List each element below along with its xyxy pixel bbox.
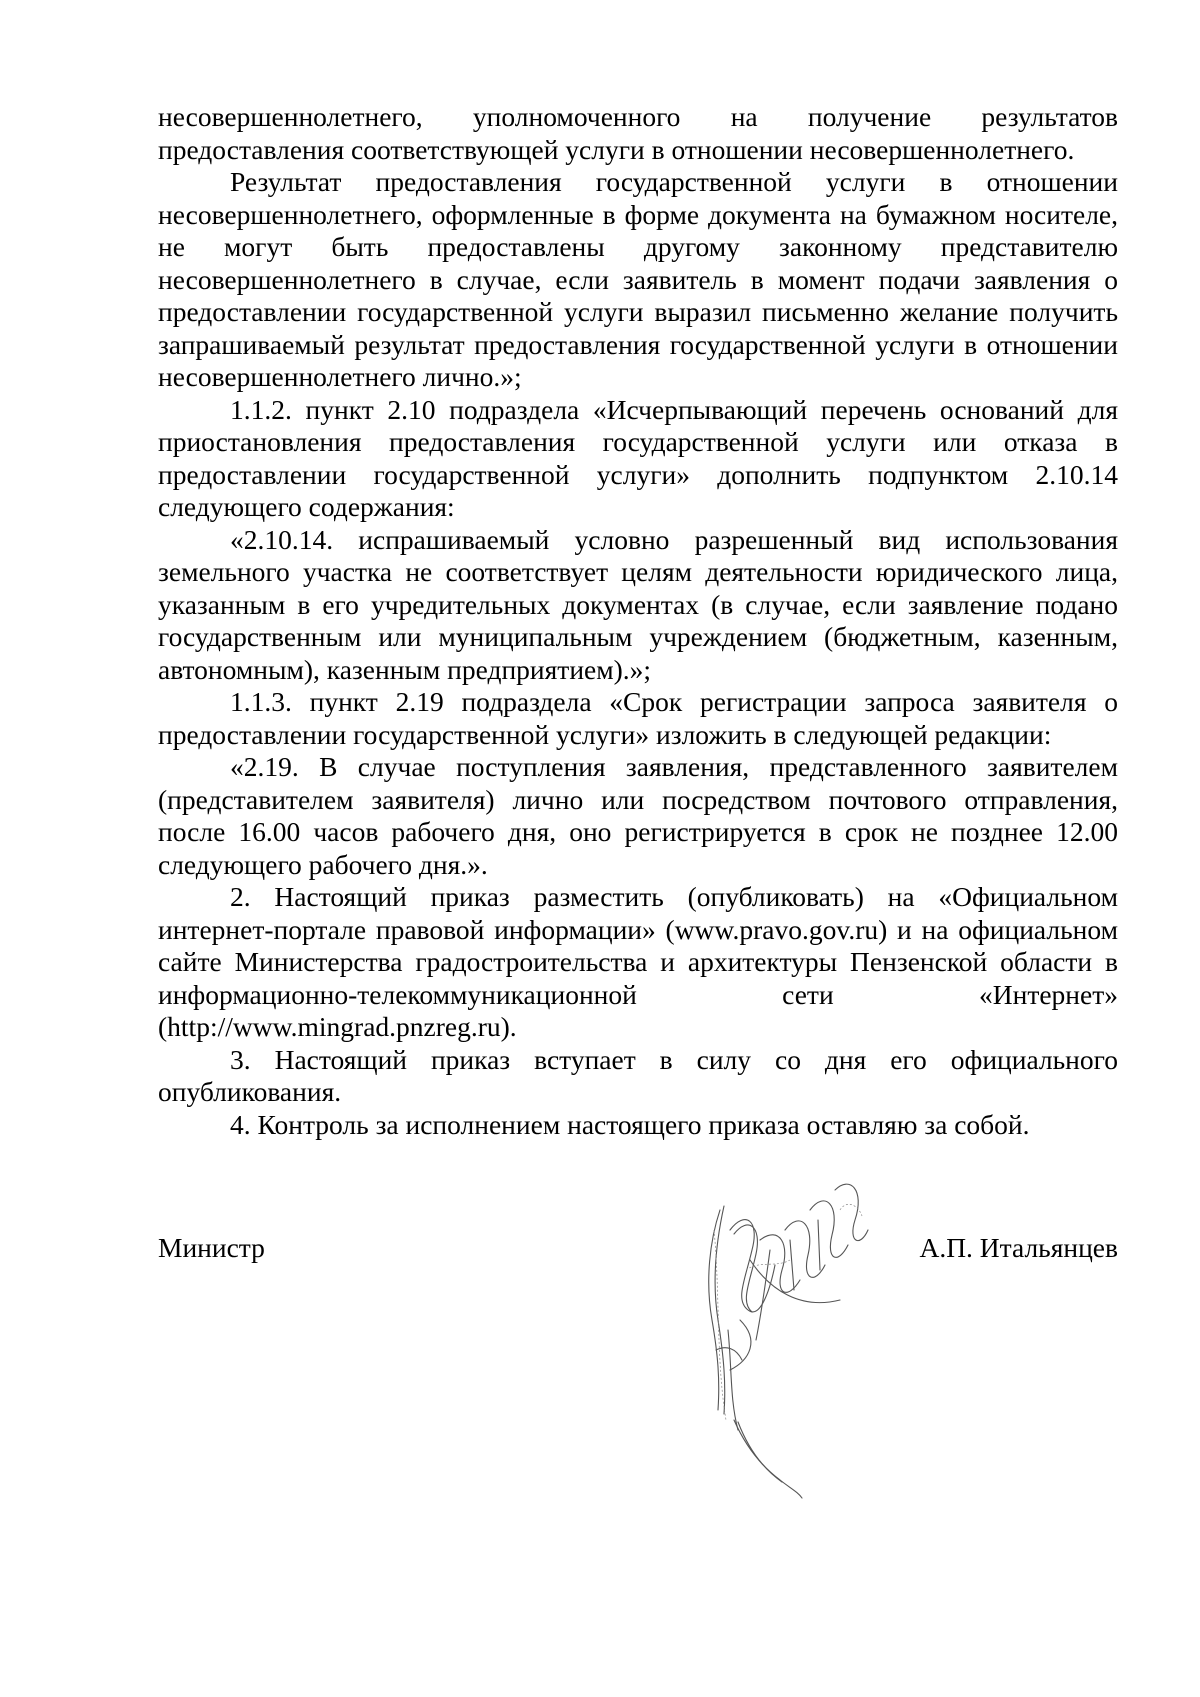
- paragraph-subitem-2-10-14: «2.10.14. испрашиваемый условно разрешенный вид использования земельного участка не соответствует целям деятельности юридического лица, указанным в его учредительных документах (в случае, если заявление подано государственным или муниципальным учреждением (бюджетным, казенным, автономным), казенным предприятием).»;: [158, 523, 1118, 685]
- paragraph-item-2: 2. Настоящий приказ разместить (опубликовать) на «Официальном интернет-портале правовой информации» (www.pravo.gov.ru) и на официальном сайте Министерства градостроительства и архитектуры Пензенской области в информационно-телекоммуникационной сети «Интернет» (http://www.mingrad.pnzreg.ru).: [158, 881, 1118, 1042]
- paragraph-item-1-1-2: 1.1.2. пункт 2.10 подраздела «Исчерпывающий перечень оснований для приостановления предоставления государственной услуги или отказа в предоставлении государственной услуги» дополнить подпунктом 2.10.14 следующего содержания:: [158, 393, 1118, 522]
- paragraph-item-4: 4. Контроль за исполнением настоящего приказа оставляю за собой.: [230, 1108, 1030, 1140]
- paragraph-item-3: 3. Настоящий приказ вступает в силу со дня его официального опубликования.: [158, 1043, 1118, 1107]
- signatory-position: Министр: [158, 1232, 265, 1263]
- paragraph-result-restriction: Результат предоставления государственной услуги в отношении несовершеннолетнего, оформленные в форме документа на бумажном носителе, не могут быть предоставлены другому законному представителю несовершеннолетнего в случае, если заявитель в момент подачи заявления о предоставлении государственной услуги выразил письменно желание получить запрашиваемый результат предоставления государственной услуги в отношении несовершеннолетнего лично.»;: [158, 166, 1118, 392]
- paragraph-item-2-19: «2.19. В случае поступления заявления, представленного заявителем (представителем заявителя) лично или посредством почтового отправления, после 16.00 часов рабочего дня, оно регистрируется в срок не позднее 12.00 следующего рабочего дня.».: [158, 751, 1118, 880]
- paragraph-item-1-1-3: 1.1.3. пункт 2.19 подраздела «Срок регистрации запроса заявителя о предоставлении государственной услуги» изложить в следующей редакции:: [158, 686, 1118, 750]
- signatory-name: А.П. Итальянцев: [919, 1232, 1118, 1263]
- signature-block: [158, 1232, 1118, 1272]
- handwritten-signature-icon: [690, 1170, 910, 1500]
- paragraph-continuation: несовершеннолетнего, уполномоченного на получение результатов предоставления соответствующей услуги в отношении несовершеннолетнего.: [158, 101, 1118, 165]
- document-body: [158, 101, 1118, 1141]
